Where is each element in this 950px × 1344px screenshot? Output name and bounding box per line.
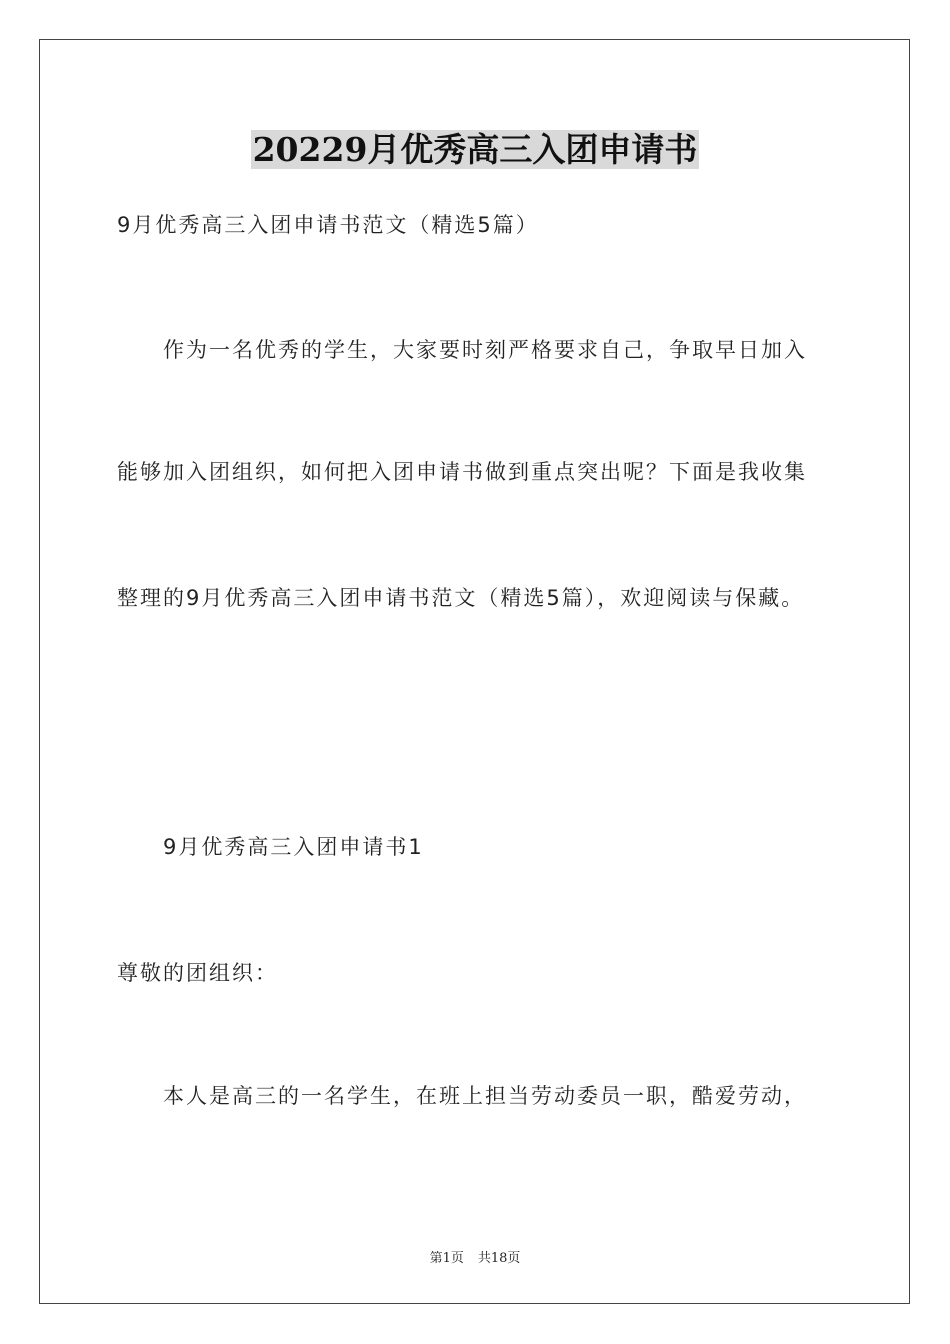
intro-line-2: 能够加入团组织，如何把入团申请书做到重点突出呢？下面是我收集 — [117, 460, 807, 484]
salutation: 尊敬的团组织： — [117, 961, 278, 985]
subtitle-line: 9月优秀高三入团申请书范文（精选5篇） — [117, 213, 539, 237]
document-title: 20229月优秀高三入团申请书 — [252, 130, 698, 169]
section-heading: 9月优秀高三入团申请书1 — [163, 835, 424, 859]
page-total: 共18页 — [477, 1251, 521, 1266]
intro-line-3: 整理的9月优秀高三入团申请书范文（精选5篇），欢迎阅读与保藏。 — [117, 586, 805, 610]
body-line-1: 本人是高三的一名学生，在班上担当劳动委员一职，酷爱劳动， — [163, 1084, 807, 1108]
intro-line-1: 作为一名优秀的学生，大家要时刻严格要求自己，争取早日加入 — [163, 338, 807, 362]
page-footer — [0, 1247, 950, 1266]
page-number: 第1页 — [429, 1251, 464, 1266]
